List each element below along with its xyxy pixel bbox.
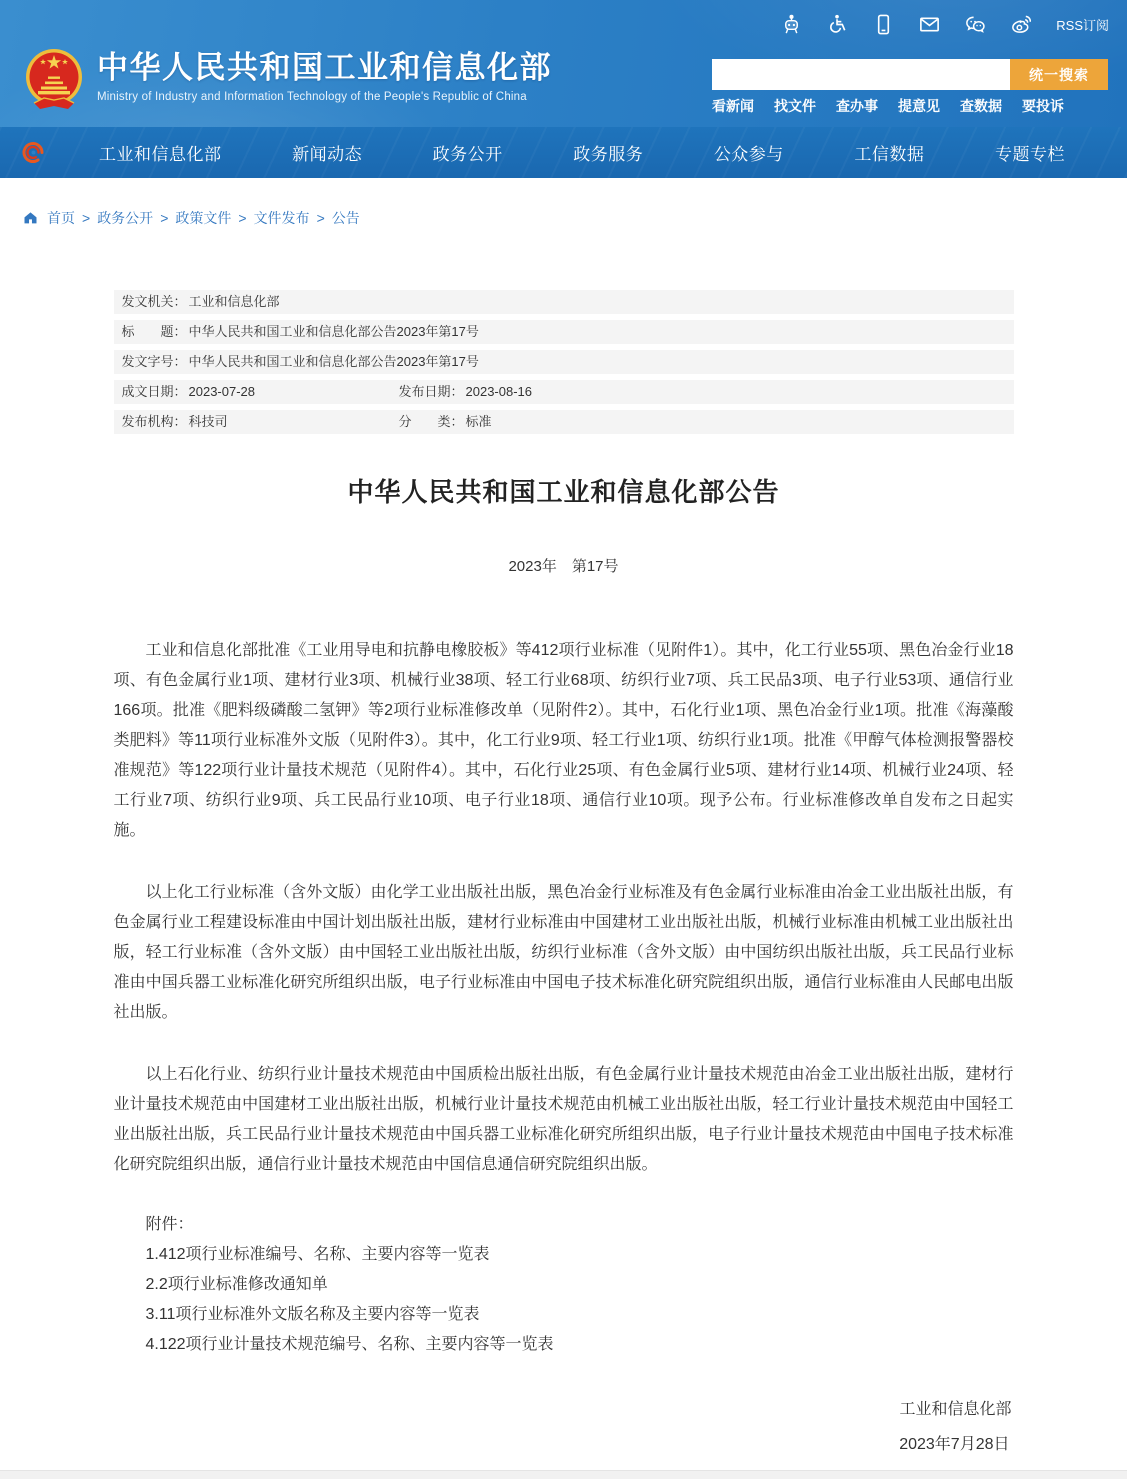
- attachments-list: [114, 1210, 1014, 1360]
- mail-icon[interactable]: [918, 13, 941, 36]
- breadcrumb-separator: >: [82, 210, 91, 226]
- nav-item-gov-services[interactable]: 政务服务: [573, 145, 644, 164]
- nav-item-gov-disclosure[interactable]: 政务公开: [432, 145, 503, 164]
- signature-date: 2023年7月28日: [899, 1436, 1010, 1453]
- meta-label: 发文机关：: [121, 294, 187, 309]
- national-emblem-logo: [24, 46, 84, 120]
- search-input[interactable]: [712, 59, 1010, 90]
- weibo-icon[interactable]: [1010, 13, 1033, 36]
- meta-label: 标 题：: [121, 324, 187, 339]
- home-icon[interactable]: [22, 210, 39, 226]
- document-container: [114, 290, 1014, 1454]
- announcement-title: 中华人民共和国工业和信息化部公告: [347, 478, 780, 507]
- attachment-link-1[interactable]: 1.412项行业标准编号、名称、主要内容等一览表: [145, 1246, 490, 1263]
- breadcrumb-announcement[interactable]: 公告: [331, 210, 360, 226]
- announcement-body: [114, 636, 1014, 1180]
- breadcrumb-separator: >: [160, 210, 169, 226]
- attachment-link-4[interactable]: 4.122项行业计量技术规范编号、名称、主要内容等一览表: [145, 1336, 554, 1353]
- site-title: 中华人民共和国工业和信息化部: [97, 50, 552, 85]
- topbar-icon-strip: [780, 13, 1109, 36]
- attachments-heading: 附件：: [145, 1216, 194, 1233]
- page-footer-strip: [0, 1470, 1127, 1479]
- announcement-issue-number: 2023年 第17号: [508, 558, 619, 575]
- nav-item-special-topics[interactable]: 专题专栏: [994, 145, 1065, 164]
- nav-items: [47, 140, 1127, 165]
- miit-swirl-icon: [20, 139, 47, 166]
- signature-org: 工业和信息化部: [899, 1401, 1012, 1418]
- mobile-icon[interactable]: [872, 13, 895, 36]
- quick-link-feedback[interactable]: 提意见: [898, 98, 940, 114]
- rss-subscribe-link[interactable]: RSS订阅: [1056, 18, 1109, 33]
- meta-label: 发布日期：: [398, 384, 464, 399]
- breadcrumb: [0, 178, 1127, 240]
- ai-assistant-icon[interactable]: [780, 13, 803, 36]
- breadcrumb-gov-disclosure[interactable]: 政务公开: [97, 210, 154, 226]
- site-search: [712, 59, 1108, 90]
- meta-row-title: [114, 320, 1014, 344]
- meta-row-issuing-authority: [114, 290, 1014, 314]
- meta-label: 发布机构：: [121, 414, 187, 429]
- breadcrumb-separator: >: [238, 210, 247, 226]
- breadcrumb-file-release[interactable]: 文件发布: [253, 210, 310, 226]
- nav-item-public-participation[interactable]: 公众参与: [713, 145, 784, 164]
- meta-value: 2023-08-16: [465, 384, 533, 399]
- site-banner: [0, 0, 1127, 127]
- breadcrumb-home[interactable]: 首页: [47, 210, 75, 226]
- wechat-icon[interactable]: [964, 13, 987, 36]
- nav-item-data[interactable]: 工信数据: [854, 145, 925, 164]
- meta-row-org-category: [114, 410, 1014, 434]
- nav-item-miit[interactable]: 工业和信息化部: [99, 145, 222, 164]
- signature-block: [114, 1396, 1014, 1454]
- nav-item-news[interactable]: 新闻动态: [292, 145, 363, 164]
- breadcrumb-policy-files[interactable]: 政策文件: [175, 210, 232, 226]
- attachment-link-3[interactable]: 3.11项行业标准外文版名称及主要内容等一览表: [145, 1306, 480, 1323]
- quick-link-complaint[interactable]: 要投诉: [1022, 98, 1064, 114]
- accessibility-icon[interactable]: [826, 13, 849, 36]
- quick-link-files[interactable]: 找文件: [774, 98, 816, 114]
- meta-row-dates: [114, 380, 1014, 404]
- body-paragraph: 以上化工行业标准（含外文版）由化学工业出版社出版，黑色冶金行业标准及有色金属行业标准由冶金工业出版社出版，有色金属行业工程建设标准由中国计划出版社出版，建材行业标准由中国建材工业出版社出版，机械行业标准由机械工业出版社出版，轻工行业标准（含外文版）由中国轻工业出版社出版，纺织行业标准（含外文版）由中国纺织出版社出版，兵工民品行业标准由中国兵器工业标准化研究所组织出版，电子行业标准由中国电子技术标准化研究院组织出版，通信行业标准由人民邮电出版社出版。: [113, 884, 1014, 1021]
- breadcrumb-separator: >: [316, 210, 325, 226]
- meta-value: 2023-07-28: [188, 384, 256, 399]
- quick-link-news[interactable]: 看新闻: [712, 98, 754, 114]
- meta-label: 分 类：: [398, 414, 464, 429]
- meta-value: 科技司: [188, 414, 228, 429]
- meta-value: 中华人民共和国工业和信息化部公告2023年第17号: [188, 354, 479, 369]
- main-nav: [0, 127, 1127, 178]
- meta-label: 发文字号：: [121, 354, 187, 369]
- quick-link-services[interactable]: 查办事: [836, 98, 878, 114]
- quick-link-data[interactable]: 查数据: [960, 98, 1002, 114]
- meta-value: 中华人民共和国工业和信息化部公告2023年第17号: [188, 324, 479, 339]
- attachment-link-2[interactable]: 2.2项行业标准修改通知单: [145, 1276, 328, 1293]
- quick-links: [712, 96, 1064, 116]
- site-subtitle-en: Ministry of Industry and Information Technology of the People's Republic of China: [97, 91, 527, 103]
- meta-row-doc-number: [114, 350, 1014, 374]
- unified-search-button[interactable]: 统一搜索: [1010, 59, 1108, 90]
- site-brand: [24, 46, 552, 120]
- body-paragraph: 工业和信息化部批准《工业用导电和抗静电橡胶板》等412项行业标准（见附件1）。其中，化工行业55项、黑色冶金行业18项、有色金属行业1项、建材行业3项、机械行业38项、轻工行业68项、纺织行业7项、兵工民品3项、电子行业53项、通信行业166项。批准《肥料级磷酸二氢钾》等2项行业标准修改单（见附件2）。其中，石化行业1项、黑色冶金行业1项。批准《海藻酸类肥料》等11项行业标准外文版（见附件3）。其中，化工行业9项、轻工行业1项、纺织行业1项。批准《甲醇气体检测报警器校准规范》等122项行业计量技术规范（见附件4）。其中，石化行业25项、有色金属行业5项、建材行业14项、机械行业24项、轻工行业7项、纺织行业9项、兵工民品行业10项、电子行业18项、通信行业10项。现予公布。行业标准修改单自发布之日起实施。: [113, 642, 1014, 839]
- meta-label: 成文日期：: [121, 384, 187, 399]
- meta-value: 标准: [465, 414, 492, 429]
- body-paragraph: 以上石化行业、纺织行业计量技术规范由中国质检出版社出版，有色金属行业计量技术规范由冶金工业出版社出版，建材行业计量技术规范由中国建材工业出版社出版，机械行业计量技术规范由机械工业出版社出版，轻工行业计量技术规范由中国轻工业出版社出版，兵工民品行业计量技术规范由中国兵器工业标准化研究所组织出版，电子行业计量技术规范由中国电子技术标准化研究院组织出版，通信行业计量技术规范由中国信息通信研究院组织出版。: [113, 1066, 1014, 1173]
- meta-value: 工业和信息化部: [188, 294, 280, 309]
- document-meta-table: [114, 290, 1014, 434]
